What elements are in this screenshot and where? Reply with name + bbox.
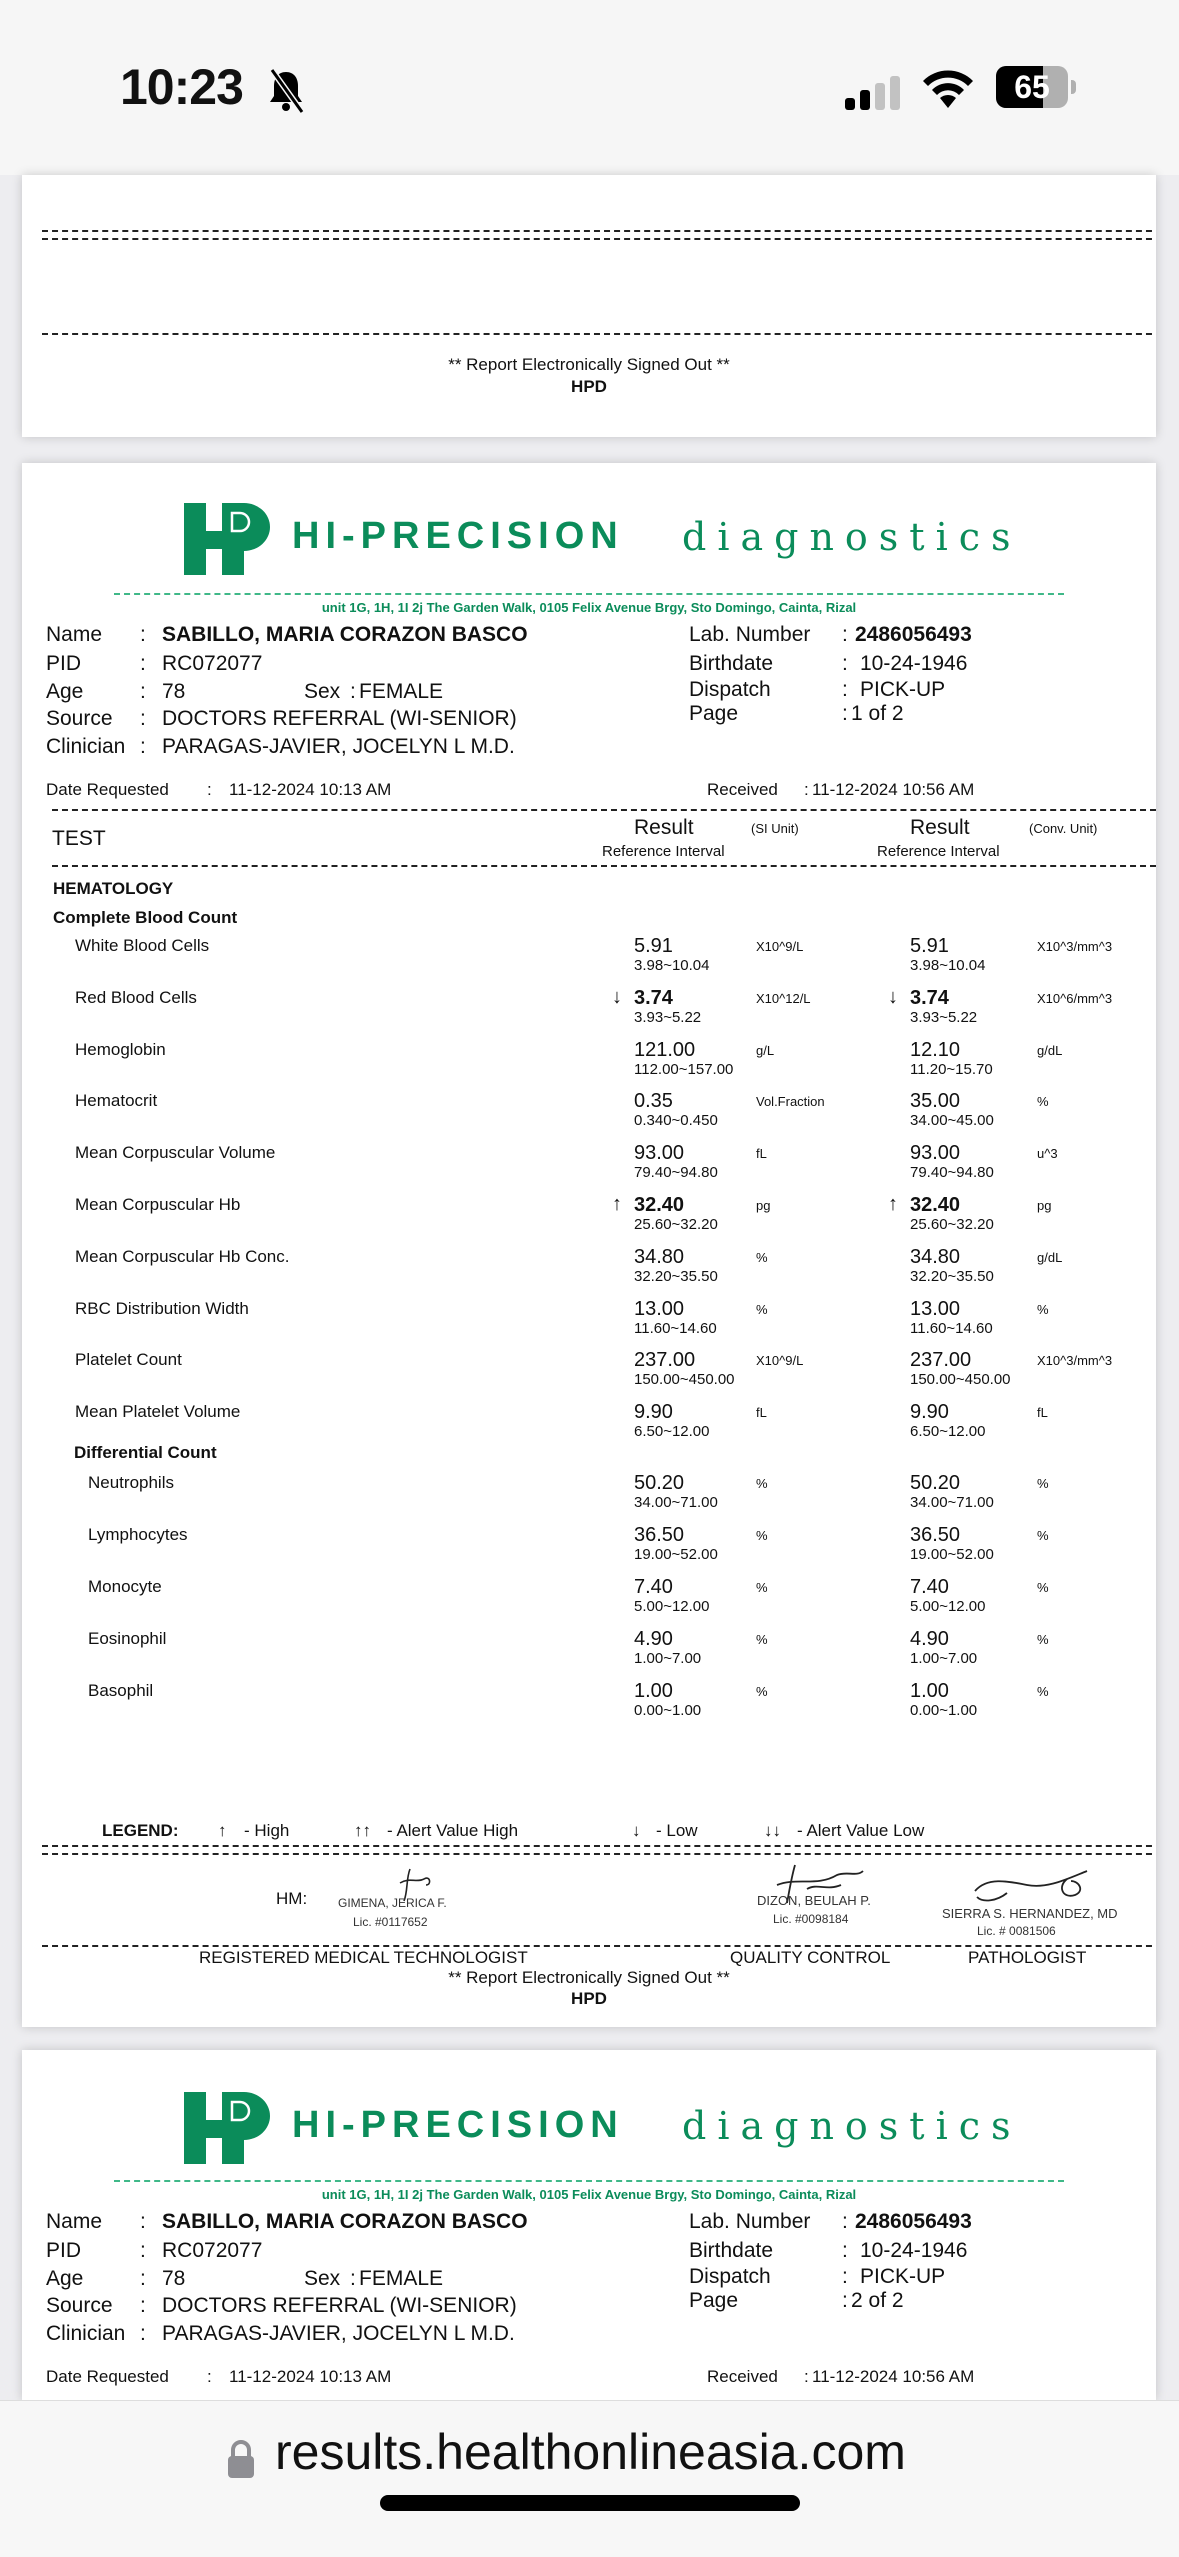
medtech-name: GIMENA, JERICA F. <box>338 1896 447 1910</box>
brand-divider <box>114 593 1064 595</box>
test-name: Platelet Count <box>75 1350 182 1370</box>
section-differential: Differential Count <box>74 1443 217 1462</box>
patient-name: SABILLO, MARIA CORAZON BASCO <box>162 623 528 646</box>
report-page-previous <box>22 175 1156 437</box>
si-reference: 3.93~5.22 <box>634 1008 702 1026</box>
si-reference: 0.00~1.00 <box>634 1702 702 1719</box>
si-unit: X10^12/L <box>756 990 811 1006</box>
legend-divider <box>42 1845 1156 1855</box>
conv-unit: % <box>1037 1632 1049 1647</box>
conv-unit: % <box>1037 1301 1049 1317</box>
conv-reference: 79.40~94.80 <box>910 1164 994 1182</box>
test-name: Neutrophils <box>88 1473 174 1492</box>
si-reference: 19.00~52.00 <box>634 1546 718 1563</box>
legend-alert-low: - Alert Value Low <box>797 1821 925 1840</box>
si-result: 1.00 <box>634 1680 673 1702</box>
si-result: 93.00 <box>634 1142 685 1165</box>
hpd-label: HPD <box>571 1989 607 2008</box>
bell-slash-icon <box>262 66 310 114</box>
received-label: Received <box>707 2367 778 2386</box>
si-unit: X10^9/L <box>756 939 804 954</box>
conv-result: 12.10 <box>910 1038 961 1061</box>
qc-role: QUALITY CONTROL <box>730 1948 891 1967</box>
pid-label: PID <box>46 652 82 675</box>
conv-unit: X10^3/mm^3 <box>1037 939 1113 954</box>
conv-unit: % <box>1037 1094 1049 1110</box>
alert-low-arrow-icon: ↓↓ <box>764 1821 781 1840</box>
col-conv-unit: (Conv. Unit) <box>1029 821 1098 836</box>
sex-label: Sex <box>304 2267 341 2290</box>
low-arrow-icon: ↓ <box>632 1821 641 1840</box>
col-si-unit: (SI Unit) <box>751 821 799 836</box>
conv-unit: fL <box>1037 1405 1048 1421</box>
brand-logo <box>182 503 1032 575</box>
si-reference: 11.60~14.60 <box>634 1319 717 1337</box>
birthdate: 10-24-1946 <box>860 2239 968 2262</box>
si-unit: fL <box>756 1146 767 1162</box>
lab-number: 2486056493 <box>855 623 972 646</box>
received-label: Received <box>707 780 778 799</box>
si-result: 7.40 <box>634 1576 673 1598</box>
conv-result: 93.00 <box>910 1142 961 1165</box>
si-result: 237.00 <box>634 1349 696 1372</box>
page-number: 2 of 2 <box>851 2289 904 2312</box>
test-name: RBC Distribution Width <box>75 1298 249 1318</box>
medtech-license: Lic. #0117652 <box>353 1915 428 1929</box>
browser-address-bar[interactable] <box>0 2400 1179 2557</box>
pathologist-license: Lic. # 0081506 <box>977 1924 1056 1938</box>
signed-out-note: ** Report Electronically Signed Out ** <box>448 355 730 374</box>
conv-reference: 11.60~14.60 <box>910 1319 993 1337</box>
lock-icon <box>226 2439 256 2479</box>
test-name: White Blood Cells <box>75 936 210 955</box>
conv-result: 50.20 <box>910 1472 961 1494</box>
legend-low: - Low <box>656 1821 698 1840</box>
conv-result: 32.40 <box>910 1194 961 1216</box>
conv-reference: 150.00~450.00 <box>910 1371 1011 1389</box>
si-result: 36.50 <box>634 1524 685 1546</box>
page-label: Page <box>689 2289 739 2312</box>
conv-unit: X10^6/mm^3 <box>1037 990 1113 1006</box>
clock: 10:23 <box>120 59 243 115</box>
conv-result: 1.00 <box>910 1680 949 1702</box>
date-requested-label: Date Requested <box>46 780 169 799</box>
conv-unit: % <box>1037 1528 1049 1543</box>
test-name: Mean Corpuscular Volume <box>75 1143 276 1163</box>
received-datetime: 11-12-2024 10:56 AM <box>812 2367 975 2386</box>
si-reference: 5.00~12.00 <box>634 1598 710 1615</box>
qc-name: DIZON, BEULAH P. <box>757 1893 871 1908</box>
home-indicator[interactable] <box>380 2495 800 2511</box>
test-name: Mean Platelet Volume <box>75 1402 241 1422</box>
lab-number-label: Lab. Number <box>689 623 811 646</box>
legend-title: LEGEND: <box>102 1821 179 1840</box>
date-requested: 11-12-2024 10:13 AM <box>229 780 392 799</box>
si-result: 32.40 <box>634 1194 685 1216</box>
col-test: TEST <box>52 827 106 850</box>
brand-logo <box>182 2092 1032 2164</box>
conv-reference: 5.00~12.00 <box>910 1598 986 1615</box>
lab-number: 2486056493 <box>855 2210 972 2233</box>
birthdate-label: Birthdate <box>689 652 774 675</box>
conv-unit: X10^3/mm^3 <box>1037 1353 1113 1369</box>
brand-name-bold: HI-PRECISION <box>292 2104 624 2146</box>
brand-name-bold: HI-PRECISION <box>292 515 624 557</box>
si-unit: Vol.Fraction <box>756 1094 825 1110</box>
hp-logo-mark <box>182 503 270 575</box>
col-result-conv: Result <box>910 816 970 839</box>
si-unit: % <box>756 1301 768 1317</box>
col-result-si: Result <box>634 816 694 839</box>
birthdate: 10-24-1946 <box>860 652 968 675</box>
si-reference: 1.00~7.00 <box>634 1650 702 1667</box>
conv-unit: g/dL <box>1037 1249 1063 1265</box>
patient-pid: RC072077 <box>162 652 263 675</box>
si-result: 3.74 <box>634 986 673 1009</box>
date-requested-label: Date Requested <box>46 2367 169 2386</box>
conv-unit: pg <box>1037 1198 1052 1213</box>
alert-high-arrow-icon: ↑↑ <box>354 1821 371 1840</box>
pathologist-name: SIERRA S. HERNANDEZ, MD <box>942 1906 1118 1921</box>
dispatch-label: Dispatch <box>689 2265 771 2288</box>
conv-reference: 3.93~5.22 <box>910 1008 978 1026</box>
conv-unit: % <box>1037 1476 1049 1491</box>
divider <box>42 333 1156 335</box>
section-cbc: Complete Blood Count <box>53 908 238 927</box>
si-result: 4.90 <box>634 1628 673 1650</box>
conv-reference: 3.98~10.04 <box>910 957 986 974</box>
si-reference: 6.50~12.00 <box>634 1423 710 1441</box>
source-label: Source <box>46 707 113 730</box>
conv-result: 36.50 <box>910 1524 961 1546</box>
header-divider-bottom <box>52 865 1156 867</box>
report-page-2: HI-PRECISION diagnostics unit 1G, 1H, 1I 2j The Garden Walk, 0105 Felix Avenue Brgy, Sto Domingo, Cainta, Rizal Name : SABILLO, MARIA CORAZON BASCO PID : RC072077 Age : 78 Sex : FEMALE Source : DOCTORS REFERRAL (WI-SENIOR) Clinician : PARAGAS-JAVIER, JOCELYN L M.D. Lab. Number : 2486056493 Birthdate : 10-24-1946 Dispatch : PICK-UP Page : 2 of 2 Date Requested : 11-12-2024 10:13 AM Received : 11-12-2024 10:56 AM <box>22 2050 1156 2400</box>
dispatch-label: Dispatch <box>689 678 771 701</box>
conv-result: 4.90 <box>910 1628 949 1650</box>
si-reference: 79.40~94.80 <box>634 1164 718 1182</box>
conv-reference: 11.20~15.70 <box>910 1060 993 1078</box>
test-name: Hemoglobin <box>75 1039 166 1059</box>
conv-result: 34.80 <box>910 1245 961 1268</box>
pathologist-role: PATHOLOGIST <box>968 1948 1087 1967</box>
brand-divider <box>114 2180 1064 2182</box>
conv-reference: 34.00~45.00 <box>910 1112 994 1130</box>
si-unit: % <box>756 1684 768 1699</box>
brand-name-light: diagnostics <box>682 515 1022 559</box>
si-unit: % <box>756 1476 768 1491</box>
test-name: Mean Corpuscular Hb Conc. <box>75 1246 290 1266</box>
battery-icon <box>996 66 1078 110</box>
si-reference: 34.00~71.00 <box>634 1494 718 1511</box>
report-page-1: HI-PRECISION diagnostics unit 1G, 1H, 1I 2j The Garden Walk, 0105 Felix Avenue Brgy, Sto Domingo, Cainta, Rizal Name : SABILLO, MARIA CORAZON BASCO PID : RC072077 Age : 78 Sex : FEMALE Source : DOCTORS REFERRAL (WI-SENIOR) Clinician : PARAGAS-JAVIER, JOCELYN L M.D. Lab. Number : 2486056493 Birthdate : 10-24-1946 Dispatch : PICK-UP Page : 1 of 2 Date Requested : 11-12-2024 10:13 AM Received : 11-12-2024 10:56 AM TEST Result (SI Unit) Reference Interval Result (Conv. Unit) Reference Interval HEMATOLOGY Complete Blood Count White Blood Cells 5.91 X10^9/L 3.98~10.04 5.91 X10^3/mm^3 3.98~10.04 Red Blood Cells 3.74 X10^12/L 3.93~5.22 3.74 X10^6/mm^3 3.93~5.22 ↓ ↓ Hemoglobin 121.00 g/L 112.00~157.00 12.10 g/dL 11.20~15.70 Hematocrit 0.35 Vol.Fraction 0.340~0.450 35.00 % 34.00~45.00 Mean Corpuscular Volume 93.00 fL 79.40~94.80 93.00 u^3 79.40~94.80 Mean Corpuscular Hb 32.40 pg 25.60~32.20 32.40 pg 25.60~32.20 ↑ ↑ Mean Corpuscular Hb Conc. 34.80 % 32.20~35.50 34.80 g/dL 32.20~35.50 RBC Distribution Width 13.00 % 11.60~14.60 13.00 % 11.60~14.60 Platelet Count 237.00 X10^9/L 150.00~450.00 237.00 X10^3/mm^3 150.00~450.00 Mean Platelet Volume 9.90 fL 6.50~12.00 9.90 fL 6.50~12.00 Differential Count Neutrophils 50.20 % 34.00~71.00 50.20 % 34.00~71.00 Lymphocytes 36.50 % 19.00~52.00 36.50 % 19.00~52.00 Monocyte 7.40 % 5.00~12.00 7.40 % 5.00~12.00 Eosinophil 4.90 % 1.00~7.00 4.90 % 1.00~7.00 Basophil 1.00 % 0.00~1.00 1.00 % 0.00~1.00 LEGEND: ↑ - High ↑↑ - Alert Value High ↓ - Low ↓↓ - Alert Value Low HM: GIMENA, JERICA F. Lic. #0117652 DIZON, BEULAH P. Lic. #0098184 SIERRA S. HERNANDEZ, MD Lic. # 0081506 REGISTERED MEDICAL TECHNOLOGIST QUALITY CONTROL PATHOLOGIST ** Report Electronically Signed Out ** HPD <box>22 463 1156 2027</box>
si-reference: 3.98~10.04 <box>634 957 710 974</box>
conv-unit: u^3 <box>1037 1146 1058 1162</box>
patient-source: DOCTORS REFERRAL (WI-SENIOR) <box>162 707 517 730</box>
flag-high-icon: ↑ <box>888 1193 898 1215</box>
test-name: Monocyte <box>88 1577 162 1596</box>
conv-unit: % <box>1037 1684 1049 1699</box>
hp-logo-mark <box>182 2092 270 2164</box>
si-result: 34.80 <box>634 1245 685 1268</box>
battery-percent: 65 <box>1014 69 1050 105</box>
col-ref-conv: Reference Interval <box>877 843 1000 860</box>
lab-number-label: Lab. Number <box>689 2210 811 2233</box>
section-hematology: HEMATOLOGY <box>53 879 174 898</box>
lab-address: unit 1G, 1H, 1I 2j The Garden Walk, 0105 Felix Avenue Brgy, Sto Domingo, Cainta, Rizal <box>321 2187 857 2202</box>
conv-result: 9.90 <box>910 1401 949 1424</box>
si-result: 9.90 <box>634 1401 673 1424</box>
si-reference: 0.340~0.450 <box>634 1112 718 1130</box>
conv-reference: 32.20~35.50 <box>910 1267 994 1285</box>
status-bar <box>0 0 1179 175</box>
wifi-icon <box>920 68 976 110</box>
si-unit: % <box>756 1528 768 1543</box>
si-result: 50.20 <box>634 1472 685 1494</box>
si-unit: % <box>756 1249 768 1265</box>
conv-reference: 0.00~1.00 <box>910 1702 978 1719</box>
name-label: Name <box>46 623 103 646</box>
conv-result: 35.00 <box>910 1090 961 1113</box>
date-requested: 11-12-2024 10:13 AM <box>229 2367 392 2386</box>
patient-sex: FEMALE <box>359 2267 444 2290</box>
flag-low-icon: ↓ <box>612 985 622 1008</box>
si-result: 121.00 <box>634 1038 696 1061</box>
legend-high: - High <box>244 1821 290 1840</box>
header-divider-top <box>52 809 1156 811</box>
clinician-label: Clinician <box>46 2322 126 2345</box>
name-label: Name <box>46 2210 103 2233</box>
page-label: Page <box>689 702 739 725</box>
si-unit: pg <box>756 1198 771 1213</box>
col-ref-si: Reference Interval <box>602 843 725 860</box>
signature-divider <box>42 1945 1156 1947</box>
cellular-signal-icon <box>843 76 903 110</box>
dispatch: PICK-UP <box>860 2265 946 2288</box>
conv-result: 3.74 <box>910 986 949 1009</box>
si-unit: % <box>756 1632 768 1647</box>
si-reference: 25.60~32.20 <box>634 1216 718 1233</box>
conv-result: 13.00 <box>910 1297 961 1320</box>
age-label: Age <box>46 2267 84 2290</box>
url-text[interactable]: results.healthonlineasia.com <box>275 2424 906 2480</box>
si-unit: X10^9/L <box>756 1353 804 1369</box>
double-divider <box>42 230 1156 240</box>
conv-reference: 1.00~7.00 <box>910 1650 978 1667</box>
conv-result: 5.91 <box>910 935 949 957</box>
pid-label: PID <box>46 2239 82 2262</box>
brand-name-light: diagnostics <box>682 2104 1022 2148</box>
conv-result: 7.40 <box>910 1576 949 1598</box>
si-result: 13.00 <box>634 1297 685 1320</box>
flag-low-icon: ↓ <box>888 985 898 1008</box>
legend-alert-high: - Alert Value High <box>387 1821 519 1840</box>
hm-label: HM: <box>276 1889 308 1908</box>
lab-address: unit 1G, 1H, 1I 2j The Garden Walk, 0105 Felix Avenue Brgy, Sto Domingo, Cainta, Rizal <box>321 600 857 615</box>
received-datetime: 11-12-2024 10:56 AM <box>812 780 975 799</box>
patient-sex: FEMALE <box>359 680 444 703</box>
qc-license: Lic. #0098184 <box>773 1912 849 1926</box>
sex-label: Sex <box>304 680 341 703</box>
hpd-label: HPD <box>571 377 607 396</box>
conv-result: 237.00 <box>910 1349 972 1372</box>
source-label: Source <box>46 2294 113 2317</box>
signed-out-note: ** Report Electronically Signed Out ** <box>448 1968 730 1987</box>
si-result: 5.91 <box>634 935 673 957</box>
birthdate-label: Birthdate <box>689 2239 774 2262</box>
test-name: Basophil <box>88 1681 154 1700</box>
test-name: Hematocrit <box>75 1091 158 1111</box>
patient-age: 78 <box>162 2267 186 2290</box>
si-unit: g/L <box>756 1042 775 1058</box>
patient-pid: RC072077 <box>162 2239 263 2262</box>
patient-clinician: PARAGAS-JAVIER, JOCELYN L M.D. <box>162 2322 515 2345</box>
flag-high-icon: ↑ <box>612 1193 622 1215</box>
si-unit: % <box>756 1580 768 1595</box>
dispatch: PICK-UP <box>860 678 946 701</box>
conv-reference: 34.00~71.00 <box>910 1494 994 1511</box>
high-arrow-icon: ↑ <box>218 1821 227 1840</box>
si-unit: fL <box>756 1405 767 1421</box>
conv-reference: 25.60~32.20 <box>910 1216 994 1233</box>
patient-age: 78 <box>162 680 186 703</box>
test-name: Eosinophil <box>88 1629 167 1648</box>
conv-unit: g/dL <box>1037 1042 1063 1058</box>
conv-reference: 6.50~12.00 <box>910 1423 986 1441</box>
si-reference: 32.20~35.50 <box>634 1267 718 1285</box>
test-name: Lymphocytes <box>88 1525 188 1544</box>
medtech-role: REGISTERED MEDICAL TECHNOLOGIST <box>199 1948 528 1967</box>
clinician-label: Clinician <box>46 735 126 758</box>
conv-unit: % <box>1037 1580 1049 1595</box>
si-reference: 150.00~450.00 <box>634 1371 735 1389</box>
age-label: Age <box>46 680 84 703</box>
pathologist-signature <box>967 1867 1097 1907</box>
patient-clinician: PARAGAS-JAVIER, JOCELYN L M.D. <box>162 735 515 758</box>
si-reference: 112.00~157.00 <box>634 1060 734 1078</box>
page-number: 1 of 2 <box>851 702 904 725</box>
patient-source: DOCTORS REFERRAL (WI-SENIOR) <box>162 2294 517 2317</box>
test-name: Mean Corpuscular Hb <box>75 1195 241 1214</box>
conv-reference: 19.00~52.00 <box>910 1546 994 1563</box>
patient-name: SABILLO, MARIA CORAZON BASCO <box>162 2210 528 2233</box>
test-name: Red Blood Cells <box>75 987 197 1007</box>
si-result: 0.35 <box>634 1090 673 1113</box>
